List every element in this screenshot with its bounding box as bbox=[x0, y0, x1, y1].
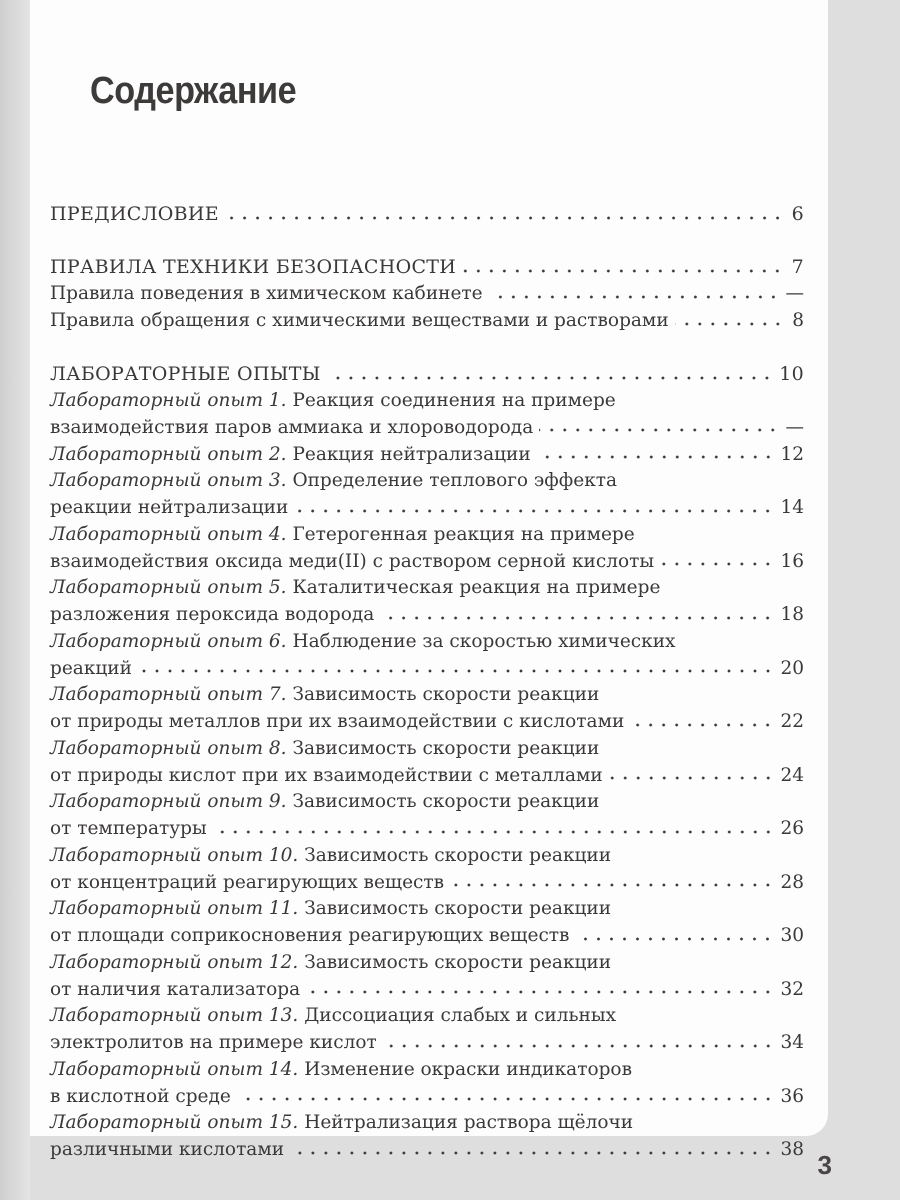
toc-lab-line bbox=[50, 1083, 804, 1110]
page-title: Содержание bbox=[90, 70, 297, 112]
toc-lab-line bbox=[50, 843, 804, 870]
dot-leader bbox=[237, 1083, 775, 1102]
toc-lab-line bbox=[50, 388, 804, 415]
dot-leader bbox=[138, 655, 775, 674]
dot-leader bbox=[213, 816, 775, 835]
toc-lab-entry[interactable] bbox=[50, 896, 804, 950]
dot-leader bbox=[675, 308, 784, 327]
toc-lab-title-continued: взаимодействия паров аммиака и хлороводорода bbox=[50, 416, 534, 438]
toc-page-number: 30 bbox=[780, 925, 804, 946]
dot-leader bbox=[462, 254, 784, 273]
toc-lab-title: Зависимость скорости реакции bbox=[304, 844, 612, 866]
toc-lab-number: Лабораторный опыт 9. bbox=[50, 791, 287, 812]
dot-leader bbox=[575, 923, 774, 942]
toc-lab-line bbox=[50, 1003, 804, 1030]
toc-lab-title-continued: реакции нейтрализации bbox=[50, 497, 289, 518]
toc-lab-number: Лабораторный опыт 15. bbox=[50, 1112, 299, 1133]
dot-leader bbox=[383, 1030, 775, 1049]
toc-lab-line bbox=[50, 522, 804, 549]
toc-lab-entry[interactable] bbox=[50, 468, 804, 522]
toc-lab-number: Лабораторный опыт 4. bbox=[50, 523, 287, 545]
toc-lab-heading bbox=[50, 468, 617, 495]
lab-experiments-list bbox=[50, 388, 804, 1164]
toc-lab-title-continued: от концентраций реагирующих веществ bbox=[50, 871, 445, 893]
toc-lab-title-continued: разложения пероксида водорода bbox=[50, 604, 375, 625]
toc-lab-number: Лабораторный опыт 8. bbox=[50, 737, 287, 759]
toc-entry-title: ПРАВИЛА ТЕХНИКИ БЕЗОПАСНОСТИ bbox=[50, 256, 457, 278]
toc-lab-entry[interactable] bbox=[50, 843, 804, 897]
toc-lab-number: Лабораторный опыт 1. bbox=[50, 389, 287, 411]
dot-leader bbox=[450, 869, 774, 888]
toc-lab-heading bbox=[50, 1003, 616, 1030]
toc-lab-heading bbox=[50, 575, 660, 602]
toc-lab-title: Диссоциация слабых и сильных bbox=[304, 1005, 617, 1026]
toc-page-number: 10 bbox=[779, 363, 804, 385]
toc-page-number: 22 bbox=[780, 711, 804, 732]
toc-lab-title-continued: реакций bbox=[50, 657, 132, 679]
dot-leader bbox=[539, 414, 779, 433]
toc-lab-heading bbox=[50, 1057, 632, 1084]
toc-section-preface[interactable] bbox=[50, 201, 804, 228]
toc-lab-line bbox=[50, 1110, 804, 1137]
toc-page-number: — bbox=[785, 416, 804, 438]
toc-lab-heading bbox=[50, 789, 599, 816]
toc-lab-number: Лабораторный опыт 10. bbox=[50, 844, 299, 866]
toc-lab-number: Лабораторный опыт 14. bbox=[50, 1058, 299, 1080]
toc-lab-title-continued: от наличия катализатора bbox=[50, 978, 301, 1000]
toc-section-lab-experiments[interactable] bbox=[50, 361, 804, 388]
toc-page-number: 12 bbox=[780, 443, 804, 465]
toc-lab-heading bbox=[50, 442, 531, 469]
toc-lab-title: Реакция нейтрализации bbox=[292, 443, 531, 465]
toc-page-number: — bbox=[785, 283, 804, 304]
toc-lab-title: Определение теплового эффекта bbox=[292, 470, 618, 491]
dot-leader bbox=[537, 441, 775, 460]
toc-lab-number: Лабораторный опыт 7. bbox=[50, 684, 287, 705]
toc-lab-title-continued: от природы металлов при их взаимодействии с кислотами bbox=[50, 711, 625, 732]
dot-leader bbox=[225, 201, 784, 220]
toc-lab-entry[interactable] bbox=[50, 575, 804, 629]
toc-page-number: 8 bbox=[792, 310, 804, 331]
toc-lab-heading bbox=[50, 736, 599, 763]
toc-lab-title-continued: от природы кислот при их взаимодействии с металлами bbox=[50, 764, 603, 786]
toc-lab-heading bbox=[50, 522, 635, 549]
toc-lab-line bbox=[50, 736, 804, 763]
toc-page-number: 38 bbox=[780, 1139, 804, 1160]
toc-lab-line bbox=[50, 629, 804, 656]
dot-leader bbox=[630, 709, 774, 728]
toc-lab-line bbox=[50, 468, 804, 495]
toc-lab-entry[interactable] bbox=[50, 1110, 804, 1164]
toc-lab-title: Изменение окраски индикаторов bbox=[304, 1058, 632, 1080]
toc-lab-title-continued: от температуры bbox=[50, 818, 207, 839]
dot-leader bbox=[290, 1137, 774, 1156]
toc-lab-entry[interactable] bbox=[50, 629, 804, 683]
toc-lab-title: Наблюдение за скоростью химических bbox=[292, 630, 676, 652]
toc-page-number: 20 bbox=[780, 657, 804, 679]
toc-lab-entry[interactable] bbox=[50, 950, 804, 1004]
toc-lab-entry[interactable] bbox=[50, 1003, 804, 1057]
toc-page-number: 26 bbox=[780, 818, 804, 839]
toc-lab-line bbox=[50, 923, 804, 950]
toc-lab-line bbox=[50, 1030, 804, 1057]
toc-lab-number: Лабораторный опыт 12. bbox=[50, 951, 299, 973]
toc-entry-title: Правила поведения в химическом кабинете bbox=[50, 283, 483, 304]
toc-lab-title-continued: взаимодействия оксида меди(II) с раствором серной кислоты bbox=[50, 550, 655, 572]
toc-page-number: 36 bbox=[780, 1085, 804, 1107]
toc-lab-entry[interactable] bbox=[50, 388, 804, 442]
toc-page-number: 6 bbox=[791, 203, 804, 225]
toc-lab-number: Лабораторный опыт 6. bbox=[50, 630, 287, 652]
toc-entry-title: Правила обращения с химическими веществами и растворами bbox=[50, 310, 669, 331]
toc-entry-title: ПРЕДИСЛОВИЕ bbox=[50, 203, 219, 225]
toc-lab-number: Лабораторный опыт 2. bbox=[50, 443, 287, 465]
table-of-contents bbox=[50, 201, 804, 1164]
toc-lab-number: Лабораторный опыт 3. bbox=[50, 470, 287, 491]
toc-page-number: 16 bbox=[780, 550, 804, 572]
toc-lab-title-continued: от площади соприкосновения реагирующих веществ bbox=[50, 925, 570, 946]
toc-lab-line bbox=[50, 1057, 804, 1084]
toc-lab-line bbox=[50, 548, 804, 575]
dot-leader bbox=[609, 762, 775, 781]
toc-lab-number: Лабораторный опыт 13. bbox=[50, 1005, 299, 1026]
toc-lab-heading bbox=[50, 629, 675, 656]
toc-page-number: 24 bbox=[780, 764, 804, 786]
toc-lab-title: Каталитическая реакция на примере bbox=[292, 577, 661, 598]
toc-page-number: 18 bbox=[780, 604, 804, 625]
toc-lab-line bbox=[50, 602, 804, 629]
toc-section-safety[interactable] bbox=[50, 254, 804, 281]
toc-lab-entry[interactable] bbox=[50, 1057, 804, 1111]
toc-lab-heading bbox=[50, 896, 611, 923]
toc-lab-title: Зависимость скорости реакции bbox=[304, 951, 612, 973]
toc-lab-line bbox=[50, 709, 804, 736]
toc-lab-line bbox=[50, 762, 804, 789]
toc-lab-title: Реакция соединения на примере bbox=[292, 389, 616, 411]
toc-lab-heading bbox=[50, 950, 611, 977]
toc-lab-line bbox=[50, 976, 804, 1003]
dot-leader bbox=[660, 548, 774, 567]
dot-leader bbox=[294, 495, 774, 514]
toc-lab-entry[interactable] bbox=[50, 522, 804, 576]
toc-lab-title: Зависимость скорости реакции bbox=[292, 791, 600, 812]
toc-page-number: 34 bbox=[780, 1032, 804, 1053]
toc-lab-line bbox=[50, 789, 804, 816]
toc-lab-line bbox=[50, 441, 804, 468]
toc-lab-line bbox=[50, 896, 804, 923]
toc-lab-line bbox=[50, 655, 804, 682]
toc-lab-heading bbox=[50, 843, 611, 870]
toc-lab-heading bbox=[50, 1110, 633, 1137]
toc-lab-line bbox=[50, 414, 804, 441]
toc-page-number: 28 bbox=[780, 871, 804, 893]
page-number: 3 bbox=[817, 1150, 832, 1180]
toc-lab-title-continued: различными кислотами bbox=[50, 1139, 285, 1160]
toc-lab-title: Зависимость скорости реакции bbox=[292, 684, 600, 705]
toc-page-number: 32 bbox=[780, 978, 804, 1000]
page-binding-edge bbox=[0, 0, 30, 1200]
dot-leader bbox=[489, 281, 780, 300]
toc-lab-line bbox=[50, 495, 804, 522]
toc-lab-entry[interactable] bbox=[50, 441, 804, 468]
toc-item-lab-rules[interactable] bbox=[50, 281, 804, 308]
toc-lab-title-continued: электролитов на примере кислот bbox=[50, 1032, 377, 1053]
toc-lab-line bbox=[50, 575, 804, 602]
toc-page-number: 7 bbox=[791, 256, 804, 278]
toc-page-number: 14 bbox=[780, 497, 804, 518]
toc-lab-line bbox=[50, 816, 804, 843]
dot-leader bbox=[327, 361, 773, 380]
toc-lab-title: Зависимость скорости реакции bbox=[304, 898, 612, 919]
toc-lab-title: Гетерогенная реакция на примере bbox=[292, 523, 635, 545]
dot-leader bbox=[306, 976, 774, 995]
dot-leader bbox=[380, 602, 774, 621]
toc-item-chemical-handling[interactable] bbox=[50, 308, 804, 335]
toc-lab-number: Лабораторный опыт 11. bbox=[50, 898, 299, 919]
toc-lab-heading bbox=[50, 388, 616, 415]
toc-lab-line bbox=[50, 682, 804, 709]
toc-lab-line bbox=[50, 869, 804, 896]
toc-lab-number: Лабораторный опыт 5. bbox=[50, 577, 287, 598]
toc-lab-title: Зависимость скорости реакции bbox=[292, 737, 600, 759]
toc-lab-entry[interactable] bbox=[50, 682, 804, 736]
toc-lab-entry[interactable] bbox=[50, 789, 804, 843]
toc-lab-heading bbox=[50, 682, 599, 709]
toc-lab-title: Нейтрализация раствора щёлочи bbox=[304, 1112, 634, 1133]
toc-lab-entry[interactable] bbox=[50, 736, 804, 790]
toc-lab-line bbox=[50, 950, 804, 977]
toc-lab-line bbox=[50, 1137, 804, 1164]
toc-lab-title-continued: в кислотной среде bbox=[50, 1085, 231, 1107]
toc-entry-title: ЛАБОРАТОРНЫЕ ОПЫТЫ bbox=[50, 363, 321, 385]
